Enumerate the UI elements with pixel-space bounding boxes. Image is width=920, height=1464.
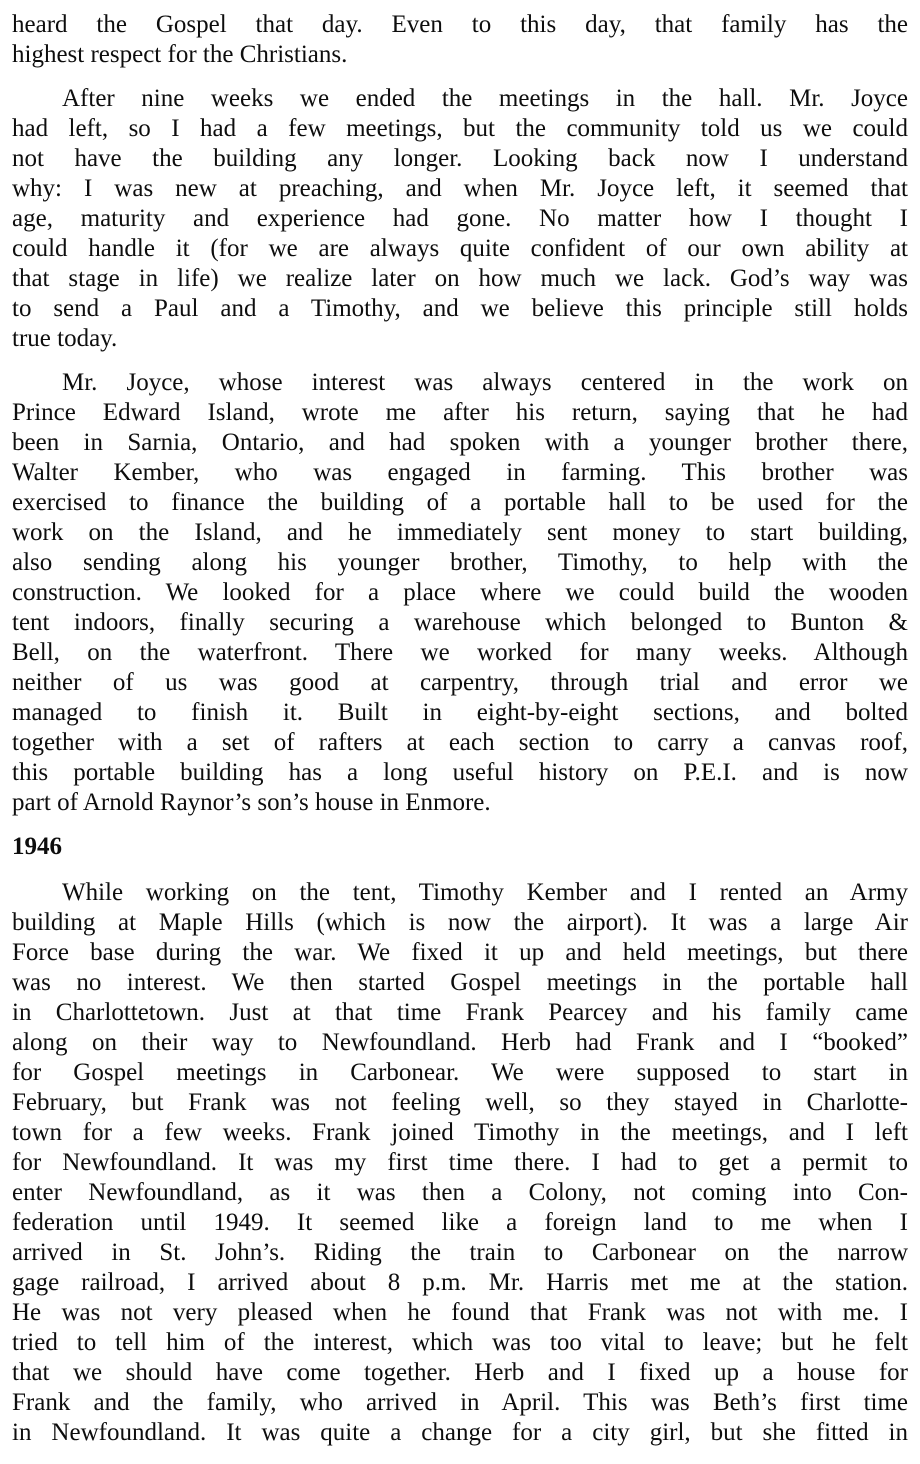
text-line: part of Arnold Raynor’s son’s house in Enmore. xyxy=(12,789,491,816)
text-line: that we should have come together. Herb and I fixed up a house for xyxy=(12,1359,908,1386)
text-line: tent indoors, finally securing a warehouse which belonged to Bunton & xyxy=(12,609,908,636)
text-line: federation until 1949. It seemed like a foreign land to me when I xyxy=(12,1209,908,1236)
text-line: neither of us was good at carpentry, through trial and error we xyxy=(12,669,908,696)
text-line: highest respect for the Christians. xyxy=(12,41,348,68)
text-line: could handle it (for we are always quite confident of our own ability at xyxy=(12,235,908,262)
text-line: not have the building any longer. Looking back now I understand xyxy=(12,145,908,172)
text-line: Walter Kember, who was engaged in farming. This brother was xyxy=(12,459,908,486)
text-line: February, but Frank was not feeling well, so they stayed in Charlotte- xyxy=(12,1089,908,1116)
text-line: for Newfoundland. It was my first time there. I had to get a permit to xyxy=(12,1149,908,1176)
paragraph xyxy=(12,84,908,354)
text-line: this portable building has a long useful history on P.E.I. and is now xyxy=(12,759,908,786)
heading-text: 1946 xyxy=(12,833,62,860)
text-line: building at Maple Hills (which is now the airport). It was a large Air xyxy=(12,909,908,936)
text-line: that stage in life) we realize later on how much we lack. God’s way was xyxy=(12,265,908,292)
section-heading-1946 xyxy=(12,832,908,862)
text-line: town for a few weeks. Frank joined Timothy in the meetings, and I left xyxy=(12,1119,908,1146)
text-line: Mr. Joyce, whose interest was always centered in the work on xyxy=(62,369,908,396)
text-line: arrived in St. John’s. Riding the train to Carbonear on the narrow xyxy=(12,1239,908,1266)
text-line: While working on the tent, Timothy Kember and I rented an Army xyxy=(62,879,908,906)
text-line: tried to tell him of the interest, which was too vital to leave; but he felt xyxy=(12,1329,908,1356)
text-line: why: I was new at preaching, and when Mr. Joyce left, it seemed that xyxy=(12,175,908,202)
text-line: in Charlottetown. Just at that time Frank Pearcey and his family came xyxy=(12,999,908,1026)
text-line: also sending along his younger brother, Timothy, to help with the xyxy=(12,549,908,576)
text-line: Prince Edward Island, wrote me after his return, saying that he had xyxy=(12,399,908,426)
text-line: been in Sarnia, Ontario, and had spoken with a younger brother there, xyxy=(12,429,908,456)
text-line: Bell, on the waterfront. There we worked for many weeks. Although xyxy=(12,639,908,666)
text-line: to send a Paul and a Timothy, and we believe this principle still holds xyxy=(12,295,908,322)
paragraph xyxy=(12,368,908,818)
text-line: together with a set of rafters at each section to carry a canvas roof, xyxy=(12,729,908,756)
text-line: work on the Island, and he immediately sent money to start building, xyxy=(12,519,908,546)
text-line: construction. We looked for a place where we could build the wooden xyxy=(12,579,908,606)
text-line: enter Newfoundland, as it was then a Colony, not coming into Con- xyxy=(12,1179,908,1206)
text-line: true today. xyxy=(12,325,118,352)
text-line: After nine weeks we ended the meetings in the hall. Mr. Joyce xyxy=(62,85,908,112)
paragraph xyxy=(12,878,908,1448)
text-line: managed to finish it. Built in eight-by-eight sections, and bolted xyxy=(12,699,908,726)
text-line: for Gospel meetings in Carbonear. We were supposed to start in xyxy=(12,1059,908,1086)
text-line: Force base during the war. We fixed it up and held meetings, but there xyxy=(12,939,908,966)
text-line: Frank and the family, who arrived in April. This was Beth’s first time xyxy=(12,1389,908,1416)
text-line: age, maturity and experience had gone. No matter how I thought I xyxy=(12,205,908,232)
text-line: had left, so I had a few meetings, but the community told us we could xyxy=(12,115,908,142)
text-line: along on their way to Newfoundland. Herb had Frank and I “booked” xyxy=(12,1029,908,1056)
text-line: gage railroad, I arrived about 8 p.m. Mr. Harris met me at the station. xyxy=(12,1269,908,1296)
text-line: in Newfoundland. It was quite a change for a city girl, but she fitted in xyxy=(12,1419,908,1446)
text-line: was no interest. We then started Gospel meetings in the portable hall xyxy=(12,969,908,996)
text-line: exercised to finance the building of a portable hall to be used for the xyxy=(12,489,908,516)
page-text xyxy=(12,10,908,1448)
paragraph xyxy=(12,10,908,70)
text-line: heard the Gospel that day. Even to this day, that family has the xyxy=(12,11,908,38)
text-line: He was not very pleased when he found that Frank was not with me. I xyxy=(12,1299,908,1326)
